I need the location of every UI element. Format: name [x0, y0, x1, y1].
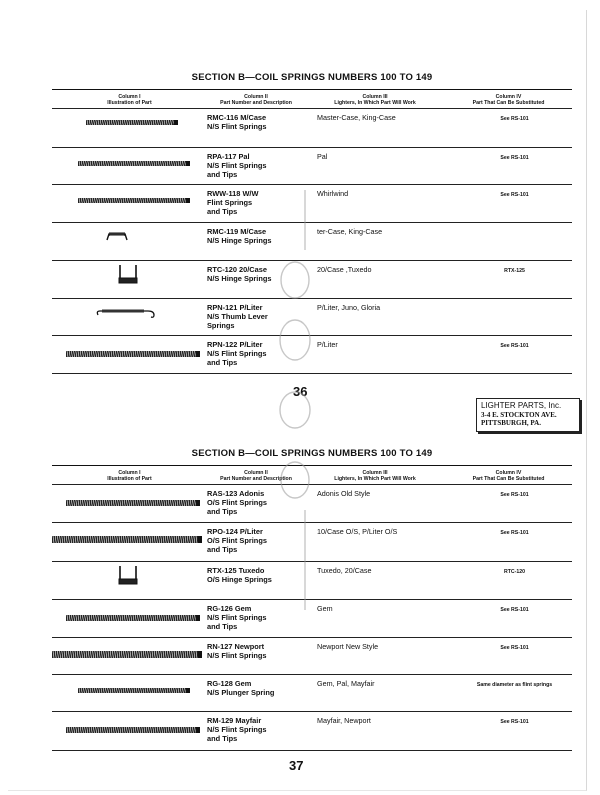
illustration-cell	[52, 638, 207, 674]
hinge-spring-icon	[106, 229, 128, 241]
part-description: RPN-121 P/Liter N/S Thumb Lever Springs	[207, 303, 268, 331]
col4-sub: Part That Can Be Substituted	[472, 476, 545, 483]
lighters-cell: Master-Case, King-Case	[317, 113, 396, 123]
part-description: RTC-120 20/Case N/S Hinge Springs	[207, 265, 272, 284]
substitute-cell: RTC-120	[503, 569, 526, 576]
lighters-cell: 10/Case O/S, P/Liter O/S	[317, 527, 398, 537]
col3-label: Column III	[362, 94, 388, 100]
illustration-cell	[52, 223, 207, 260]
lighters-cell: P/Liter	[317, 340, 338, 350]
substitute-cell: See RS-101	[500, 530, 529, 537]
flint-spring-icon	[66, 350, 200, 358]
substitute-cell: See RS-101	[500, 719, 529, 726]
lighters-cell: P/Liter, Juno, Gloria	[317, 303, 381, 313]
flint-spring-icon	[78, 687, 190, 694]
hinge-spring-icon	[118, 565, 138, 585]
illustration-cell	[52, 712, 207, 750]
col3-label: Column III	[362, 470, 388, 476]
col4-label: Column IV	[495, 94, 522, 100]
lighters-cell: Mayfair, Newport	[317, 716, 371, 726]
lever-spring-icon	[96, 307, 158, 319]
lighters-cell: Tuxedo, 20/Case	[317, 566, 372, 576]
lighters-cell: Newport New Style	[317, 642, 379, 652]
substitute-cell: RTX-125	[504, 268, 525, 275]
part-description: RPA-117 Pal N/S Flint Springs and Tips	[207, 152, 267, 180]
lighters-cell: Gem, Pal, Mayfair	[317, 679, 375, 689]
illustration-cell	[52, 261, 207, 298]
substitute-cell: See RS-101	[500, 192, 529, 199]
illustration-cell	[52, 523, 207, 561]
illustration-cell	[52, 485, 207, 522]
substitute-cell: See RS-101	[500, 116, 529, 123]
lighters-cell: Gem	[317, 604, 333, 614]
lighters-cell: Pal	[317, 152, 328, 162]
illustration-cell	[52, 675, 207, 711]
substitute-cell: Same diameter as flint springs	[476, 682, 553, 689]
col4-label: Column IV	[495, 470, 522, 476]
flint-spring-icon	[66, 499, 200, 507]
substitute-cell: See RS-101	[500, 492, 529, 499]
col3-sub: Lighters, In Which Part Will Work	[334, 100, 416, 107]
substitute-cell	[457, 299, 572, 335]
page-number-top: 36	[293, 384, 308, 399]
illustration-cell	[52, 562, 207, 599]
substitute-cell: See RS-101	[500, 645, 529, 652]
substitute-cell: See RS-101	[500, 343, 529, 350]
table-row	[52, 148, 572, 185]
flint-spring-icon	[52, 650, 202, 659]
page-number-bottom: 37	[289, 758, 304, 773]
flint-spring-icon	[78, 197, 190, 204]
col1-sub: Illustration of Part	[107, 476, 152, 483]
stamp-line2: 3-4 E. STOCKTON AVE.	[481, 410, 557, 419]
col1-label: Column I	[118, 94, 141, 100]
part-description: RM-129 Mayfair N/S Flint Springs and Tips	[207, 716, 267, 744]
illustration-cell	[52, 336, 207, 373]
part-description: RPO-124 P/Liter O/S Flint Springs and Tips	[207, 527, 267, 555]
column-headers	[52, 90, 572, 108]
flint-spring-icon	[86, 119, 178, 126]
part-description: RMC-119 M/Case N/S Hinge Springs	[207, 227, 272, 246]
part-description: RG-128 Gem N/S Plunger Spring	[207, 679, 275, 698]
substitute-cell: See RS-101	[500, 155, 529, 162]
watermark	[265, 190, 345, 610]
col2-sub: Part Number and Description	[220, 476, 292, 483]
dealer-stamp	[476, 398, 580, 432]
col2-label: Column II	[244, 470, 268, 476]
illustration-cell	[52, 148, 207, 184]
section-title: SECTION B—COIL SPRINGS NUMBERS 100 TO 149	[191, 72, 433, 83]
section-title-2: SECTION B—COIL SPRINGS NUMBERS 100 TO 149	[191, 448, 433, 459]
col1-sub: Illustration of Part	[107, 100, 152, 107]
table-row	[52, 675, 572, 712]
part-description: RN-127 Newport N/S Flint Springs	[207, 642, 267, 661]
table-row	[52, 638, 572, 675]
part-description: RPN-122 P/Liter N/S Flint Springs and Tips	[207, 340, 267, 368]
part-description: RAS-123 Adonis O/S Flint Springs and Tips	[207, 489, 267, 517]
hinge-spring-icon	[118, 264, 138, 284]
col3-sub: Lighters, In Which Part Will Work	[334, 476, 416, 483]
part-description: RMC-116 M/Case N/S Flint Springs	[207, 113, 267, 132]
lighters-cell: 20/Case ,Tuxedo	[317, 265, 372, 275]
illustration-cell	[52, 600, 207, 637]
substitute-cell: See RS-101	[500, 607, 529, 614]
flint-spring-icon	[78, 160, 190, 167]
part-description: RTX-125 Tuxedo O/S Hinge Springs	[207, 566, 272, 585]
lighters-cell: ter-Case, King-Case	[317, 227, 383, 237]
part-description: RG-126 Gem N/S Flint Springs and Tips	[207, 604, 267, 632]
flint-spring-icon	[66, 726, 200, 734]
illustration-cell	[52, 299, 207, 335]
col4-sub: Part That Can Be Substituted	[472, 100, 545, 107]
substitute-cell	[457, 223, 572, 260]
flint-spring-icon	[66, 614, 200, 622]
illustration-cell	[52, 109, 207, 147]
table-row	[52, 712, 572, 751]
col1-label: Column I	[118, 470, 141, 476]
stamp-line1: LIGHTER PARTS, Inc.	[481, 401, 562, 410]
col2-sub: Part Number and Description	[220, 100, 292, 107]
lighters-cell: Adonis Old Style	[317, 489, 371, 499]
lighters-cell: Whirlwind	[317, 189, 349, 199]
table-row	[52, 109, 572, 148]
part-description: RWW-118 W/W Flint Springs and Tips	[207, 189, 259, 217]
illustration-cell	[52, 185, 207, 222]
flint-spring-icon	[52, 535, 202, 544]
stamp-line3: PITTSBURGH, PA.	[481, 419, 541, 427]
col2-label: Column II	[244, 94, 268, 100]
